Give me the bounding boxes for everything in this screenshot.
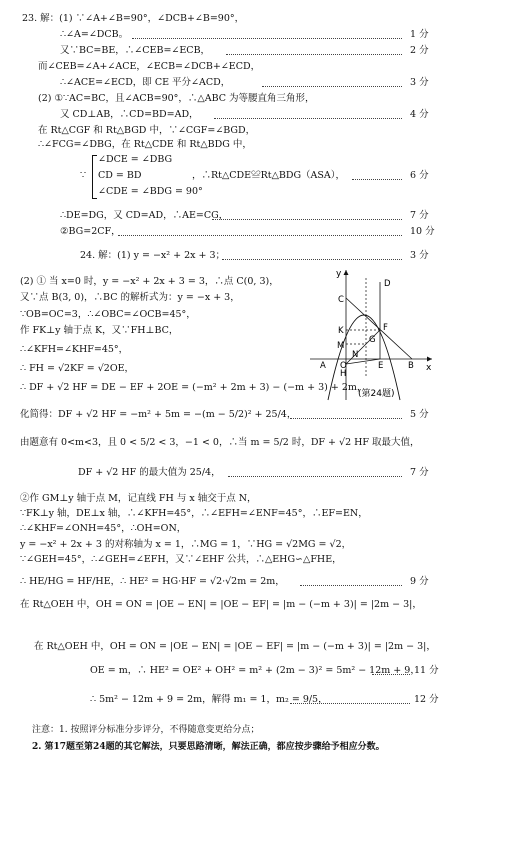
- leader-dots: [228, 476, 402, 477]
- p24-line-19: OE = m，∴ HE² = OE² + OH² = m² + (2m − 3)² = 5m² − 12m + 9，: [90, 665, 420, 676]
- p24-line-18: 在 Rt△OEH 中，OH = ON = |OE − EN| = |OE − EF| = |m − (−m + 3)| = |2m − 3|，: [34, 641, 436, 652]
- p23-line-head: 23. 解：(1) ∵∠A+∠B=90°，∠DCB+∠B=90°，: [22, 13, 245, 24]
- p24-line-8: 化简得：DF + √2 HF = −m² + 5m = −(m − 5/2)² + 25/4，: [20, 409, 297, 420]
- p24-line-4: 作 FK⊥y 轴于点 K，又∵FH⊥BC，: [20, 325, 179, 336]
- p24-line-2: 又∵点 B(3, 0)，∴BC 的解析式为：y = −x + 3，: [20, 292, 240, 303]
- p23-line-3: 而∠CEB=∠A+∠ACE，∠ECB=∠DCB+∠ECD，: [38, 61, 261, 72]
- score-10: 10 分: [410, 226, 435, 237]
- leader-dots: [300, 585, 402, 586]
- label-n: N: [352, 350, 359, 360]
- p24-line-1: (2) ① 当 x=0 时，y = −x² + 2x + 3 = 3，∴点 C(0, 3)，: [20, 276, 279, 287]
- p24-line-9: 由题意有 0<m<3，且 0 < 5/2 < 3，−1 < 0，∴当 m = 5/2 时，DF + √2 HF 取最大值，: [20, 437, 420, 448]
- label-b: B: [408, 361, 414, 371]
- leader-dots: [118, 235, 402, 236]
- leader-dots: [290, 418, 402, 419]
- because-symbol: ∵: [80, 170, 87, 181]
- label-o: O: [340, 361, 347, 371]
- p24-line-6: ∴ FH = √2KF = √2OE，: [20, 363, 135, 374]
- score-6: 6 分: [410, 170, 429, 181]
- leader-dots: [132, 38, 402, 39]
- p24-line-13: ∴∠KHF=∠ONH=45°，∴OH=ON，: [20, 523, 187, 534]
- p24-line-15: ∵∠GEH=45°，∴∠GEH=∠EFH，又∵∠EHF 公共，∴△EHG∽△FHE，: [20, 554, 342, 565]
- leader-dots: [222, 259, 402, 260]
- p23-line-1: ∴∠A=∠DCB。: [60, 29, 129, 40]
- p24-line-head: 24. 解：(1) y = −x² + 2x + 3；: [80, 250, 226, 261]
- p24-line-10: DF + √2 HF 的最大值为 25/4，: [78, 467, 221, 478]
- p23-line-6: 又 CD⊥AB，∴CD=BD=AD，: [60, 109, 199, 120]
- score-2: 2 分: [410, 45, 429, 56]
- leader-dots: [290, 703, 410, 704]
- system-eq-2: CD = BD: [98, 170, 142, 181]
- system-result: ，∴Rt△CDE≌Rt△BDG（ASA），: [192, 170, 346, 181]
- score-3b: 3 分: [410, 250, 429, 261]
- p24-line-14: y = −x² + 2x + 3 的对称轴为 x = 1，∴MG = 1，∵HG = √2MG = √2，: [20, 539, 352, 550]
- p24-line-7: ∴ DF + √2 HF = DE − EF + 2OE = (−m² + 2m + 3) − (−m + 3) + 2m，: [20, 382, 367, 393]
- p24-line-12: ∵FK⊥y 轴，DE⊥x 轴，∴∠KFH=45°，∴∠EFH=∠ENF=45°，∴EF=EN，: [20, 508, 368, 519]
- p23-line-10: ②BG=2CF，: [60, 226, 121, 237]
- parabola-figure: [306, 266, 436, 406]
- score-3: 3 分: [410, 77, 429, 88]
- label-d: D: [384, 279, 391, 289]
- p23-line-4: ∴∠ACE=∠ECD，即 CE 平分∠ACD，: [60, 77, 231, 88]
- score-7b: 7 分: [410, 467, 429, 478]
- leader-dots: [226, 54, 402, 55]
- p24-line-20: ∴ 5m² − 12m + 9 = 2m，解得 m₁ = 1，m₂ = 9/5，: [90, 694, 328, 705]
- score-7a: 7 分: [410, 210, 429, 221]
- label-m: M: [337, 341, 345, 351]
- p24-line-3: ∵OB=OC=3，∴∠OBC=∠OCB=45°，: [20, 309, 196, 320]
- p24-line-5: ∴∠KFH=∠KHF=45°，: [20, 344, 129, 355]
- leader-dots: [372, 674, 410, 675]
- system-brace: [92, 155, 97, 199]
- p23-line-2: 又∵BC=BE，∴∠CEB=∠ECB，: [60, 45, 211, 56]
- p23-line-7: 在 Rt△CGF 和 Rt△BGD 中，∵∠CGF=∠BGD，: [38, 125, 256, 136]
- p24-line-16: ∴ HE/HG = HF/HE，∴ HE² = HG·HF = √2·√2m = 2m，: [20, 576, 285, 587]
- leader-dots: [212, 219, 402, 220]
- y-axis-arrow: [344, 270, 349, 275]
- system-eq-1: ∠DCE = ∠DBG: [98, 154, 173, 165]
- score-4: 4 分: [410, 109, 429, 120]
- label-k: K: [338, 326, 344, 336]
- leader-dots: [262, 86, 402, 87]
- score-5: 5 分: [410, 409, 429, 420]
- p23-line-8: ∴∠FCG=∠DBG，在 Rt△CDE 和 Rt△BDG 中，: [38, 139, 252, 150]
- label-f: F: [383, 323, 388, 333]
- leader-dots: [214, 118, 402, 119]
- x-axis-arrow: [427, 357, 432, 362]
- note-1: 注意：1. 按照评分标准分步评分，不得随意变更给分点；: [32, 725, 260, 735]
- score-12: 12 分: [414, 694, 439, 705]
- score-11: 11 分: [414, 665, 439, 676]
- label-h: H: [340, 369, 347, 379]
- note-2: 2. 第17题至第24题的其它解法，只要思路清晰，解法正确，都应按步骤给予相应分数。: [32, 742, 385, 752]
- system-eq-3: ∠CDE = ∠BDG = 90°: [98, 186, 203, 197]
- figure-caption: (第24题): [358, 389, 395, 399]
- label-e: E: [378, 361, 384, 371]
- label-y: y: [336, 269, 342, 279]
- score-9: 9 分: [410, 576, 429, 587]
- p24-line-17: 在 Rt△OEH 中，OH = ON = |OE − EN| = |OE − EF| = |m − (−m + 3)| = |2m − 3|，: [20, 599, 422, 610]
- label-g: G: [369, 335, 376, 345]
- leader-dots: [352, 179, 402, 180]
- label-c: C: [338, 295, 344, 305]
- p23-line-9: ∴DE=DG，又 CD=AD，∴AE=CG，: [60, 210, 229, 221]
- label-a: A: [320, 361, 326, 371]
- p23-line-5: (2) ①∵AC=BC，且∠ACB=90°，∴△ABC 为等腰直角三角形，: [38, 93, 315, 104]
- label-x: x: [426, 363, 432, 373]
- p24-line-11: ②作 GM⊥y 轴于点 M，记直线 FH 与 x 轴交于点 N，: [20, 493, 257, 504]
- score-1: 1 分: [410, 29, 429, 40]
